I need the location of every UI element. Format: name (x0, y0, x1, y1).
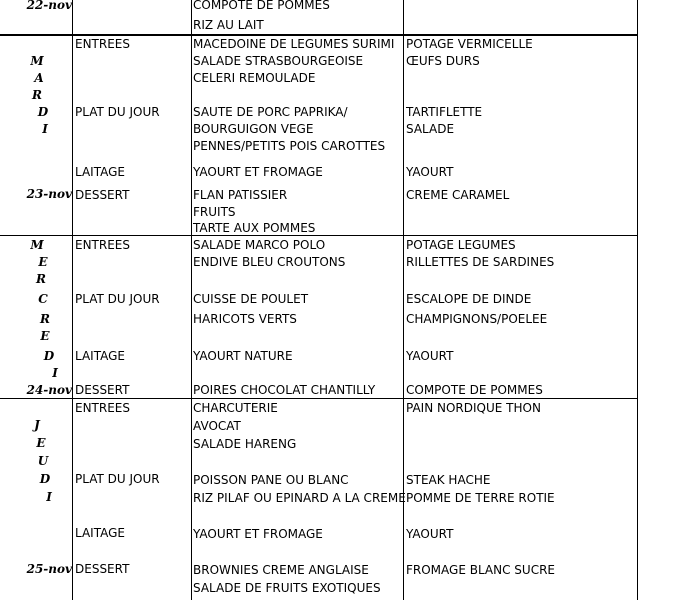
day-letter: M (30, 54, 44, 68)
day-letter: R (40, 312, 50, 326)
menu2-item: ESCALOPE DE DINDE (406, 292, 532, 306)
menu2-item: PAIN NORDIQUE THON (406, 401, 541, 415)
menu2-item: YAOURT (406, 527, 454, 541)
day-letter: R (36, 272, 46, 286)
menu1-item: MACEDOINE DE LEGUMES SURIMI (193, 37, 395, 51)
day-date-24-nov: 24-nov (26, 383, 72, 397)
day-letter: J (34, 418, 40, 432)
day-letter: I (52, 366, 58, 380)
category-laitage: LAITAGE (75, 165, 125, 179)
menu2-item: ŒUFS DURS (406, 54, 480, 68)
menu1-item: SALADE HARENG (193, 437, 297, 451)
menu1-item: BOURGUIGON VEGE (193, 122, 314, 136)
day-letter: E (36, 436, 46, 450)
menu1-item: CHARCUTERIE (193, 401, 278, 415)
menu1-item: CELERI REMOULADE (193, 71, 316, 85)
menu2-item: SALADE (406, 122, 455, 136)
day-letter: U (37, 454, 49, 468)
menu1-item: HARICOTS VERTS (193, 312, 297, 326)
menu2-item: CHAMPIGNONS/POELEE (406, 312, 548, 326)
row-divider (0, 34, 638, 36)
day-date-23-nov: 23-nov (26, 187, 72, 201)
menu2-item: YAOURT (406, 165, 454, 179)
menu2-item: COMPOTE DE POMMES (406, 383, 543, 397)
menu2-item: POTAGE LEGUMES (406, 238, 516, 252)
category-entrees: ENTREES (75, 401, 131, 415)
category-laitage: LAITAGE (75, 349, 125, 363)
menu1-item: COMPOTE DE POMMES (193, 0, 330, 12)
day-date-25-nov: 25-nov (26, 562, 72, 576)
category-entrees: ENTREES (75, 37, 131, 51)
category-dessert: DESSERT (75, 188, 130, 202)
menu1-item: SAUTE DE PORC PAPRIKA/ (193, 105, 348, 119)
menu1-item: FRUITS (193, 205, 236, 219)
day-letter: E (40, 329, 50, 343)
day-letter: C (38, 292, 48, 306)
row-divider (0, 235, 638, 236)
menu1-item: FLAN PATISSIER (193, 188, 288, 202)
day-letter: E (38, 255, 48, 269)
day-letter: D (39, 472, 51, 486)
menu1-item: SALADE STRASBOURGEOISE (193, 54, 364, 68)
menu2-item: POMME DE TERRE ROTIE (406, 491, 555, 505)
category-dessert: DESSERT (75, 562, 130, 576)
category-laitage: LAITAGE (75, 526, 125, 540)
day-letter: I (42, 122, 48, 136)
menu2-item: STEAK HACHE (406, 473, 491, 487)
menu1-item: SALADE DE FRUITS EXOTIQUES (193, 581, 381, 595)
day-date-22-nov: 22-nov (26, 0, 72, 12)
menu2-item: YAOURT (406, 349, 454, 363)
menu1-item: SALADE MARCO POLO (193, 238, 326, 252)
menu1-item: AVOCAT (193, 419, 241, 433)
category-plat-du-jour: PLAT DU JOUR (75, 292, 160, 306)
menu2-item: CREME CARAMEL (406, 188, 510, 202)
category-entrees: ENTREES (75, 238, 131, 252)
category-dessert: DESSERT (75, 383, 130, 397)
menu1-item: POIRES CHOCOLAT CHANTILLY (193, 383, 376, 397)
category-plat-du-jour: PLAT DU JOUR (75, 472, 160, 486)
day-letter: D (43, 349, 55, 363)
day-letter: I (46, 490, 52, 504)
menu2-item: FROMAGE BLANC SUCRE (406, 563, 556, 577)
menu2-item: TARTIFLETTE (406, 105, 483, 119)
category-plat-du-jour: PLAT DU JOUR (75, 105, 160, 119)
menu1-item: CUISSE DE POULET (193, 292, 309, 306)
menu1-item: YAOURT NATURE (193, 349, 293, 363)
menu1-item: ENDIVE BLEU CROUTONS (193, 255, 346, 269)
day-letter: A (34, 71, 44, 85)
day-letter: D (37, 105, 49, 119)
menu1-item: BROWNIES CREME ANGLAISE (193, 563, 369, 577)
menu2-item: POTAGE VERMICELLE (406, 37, 533, 51)
menu1-item: RIZ PILAF OU EPINARD A LA CREME (193, 491, 406, 505)
column-divider (403, 0, 404, 600)
menu1-item: TARTE AUX POMMES (193, 221, 316, 235)
menu1-item: RIZ AU LAIT (193, 18, 264, 32)
row-divider (0, 398, 638, 399)
column-divider (191, 0, 192, 600)
menu2-item: RILLETTES DE SARDINES (406, 255, 555, 269)
column-divider (637, 0, 638, 600)
menu1-item: POISSON PANE OU BLANC (193, 473, 349, 487)
column-divider (72, 0, 73, 600)
menu1-item: YAOURT ET FROMAGE (193, 165, 323, 179)
menu1-item: PENNES/PETITS POIS CAROTTES (193, 139, 386, 153)
day-letter: R (32, 88, 42, 102)
menu1-item: YAOURT ET FROMAGE (193, 527, 323, 541)
day-letter: M (30, 238, 44, 252)
